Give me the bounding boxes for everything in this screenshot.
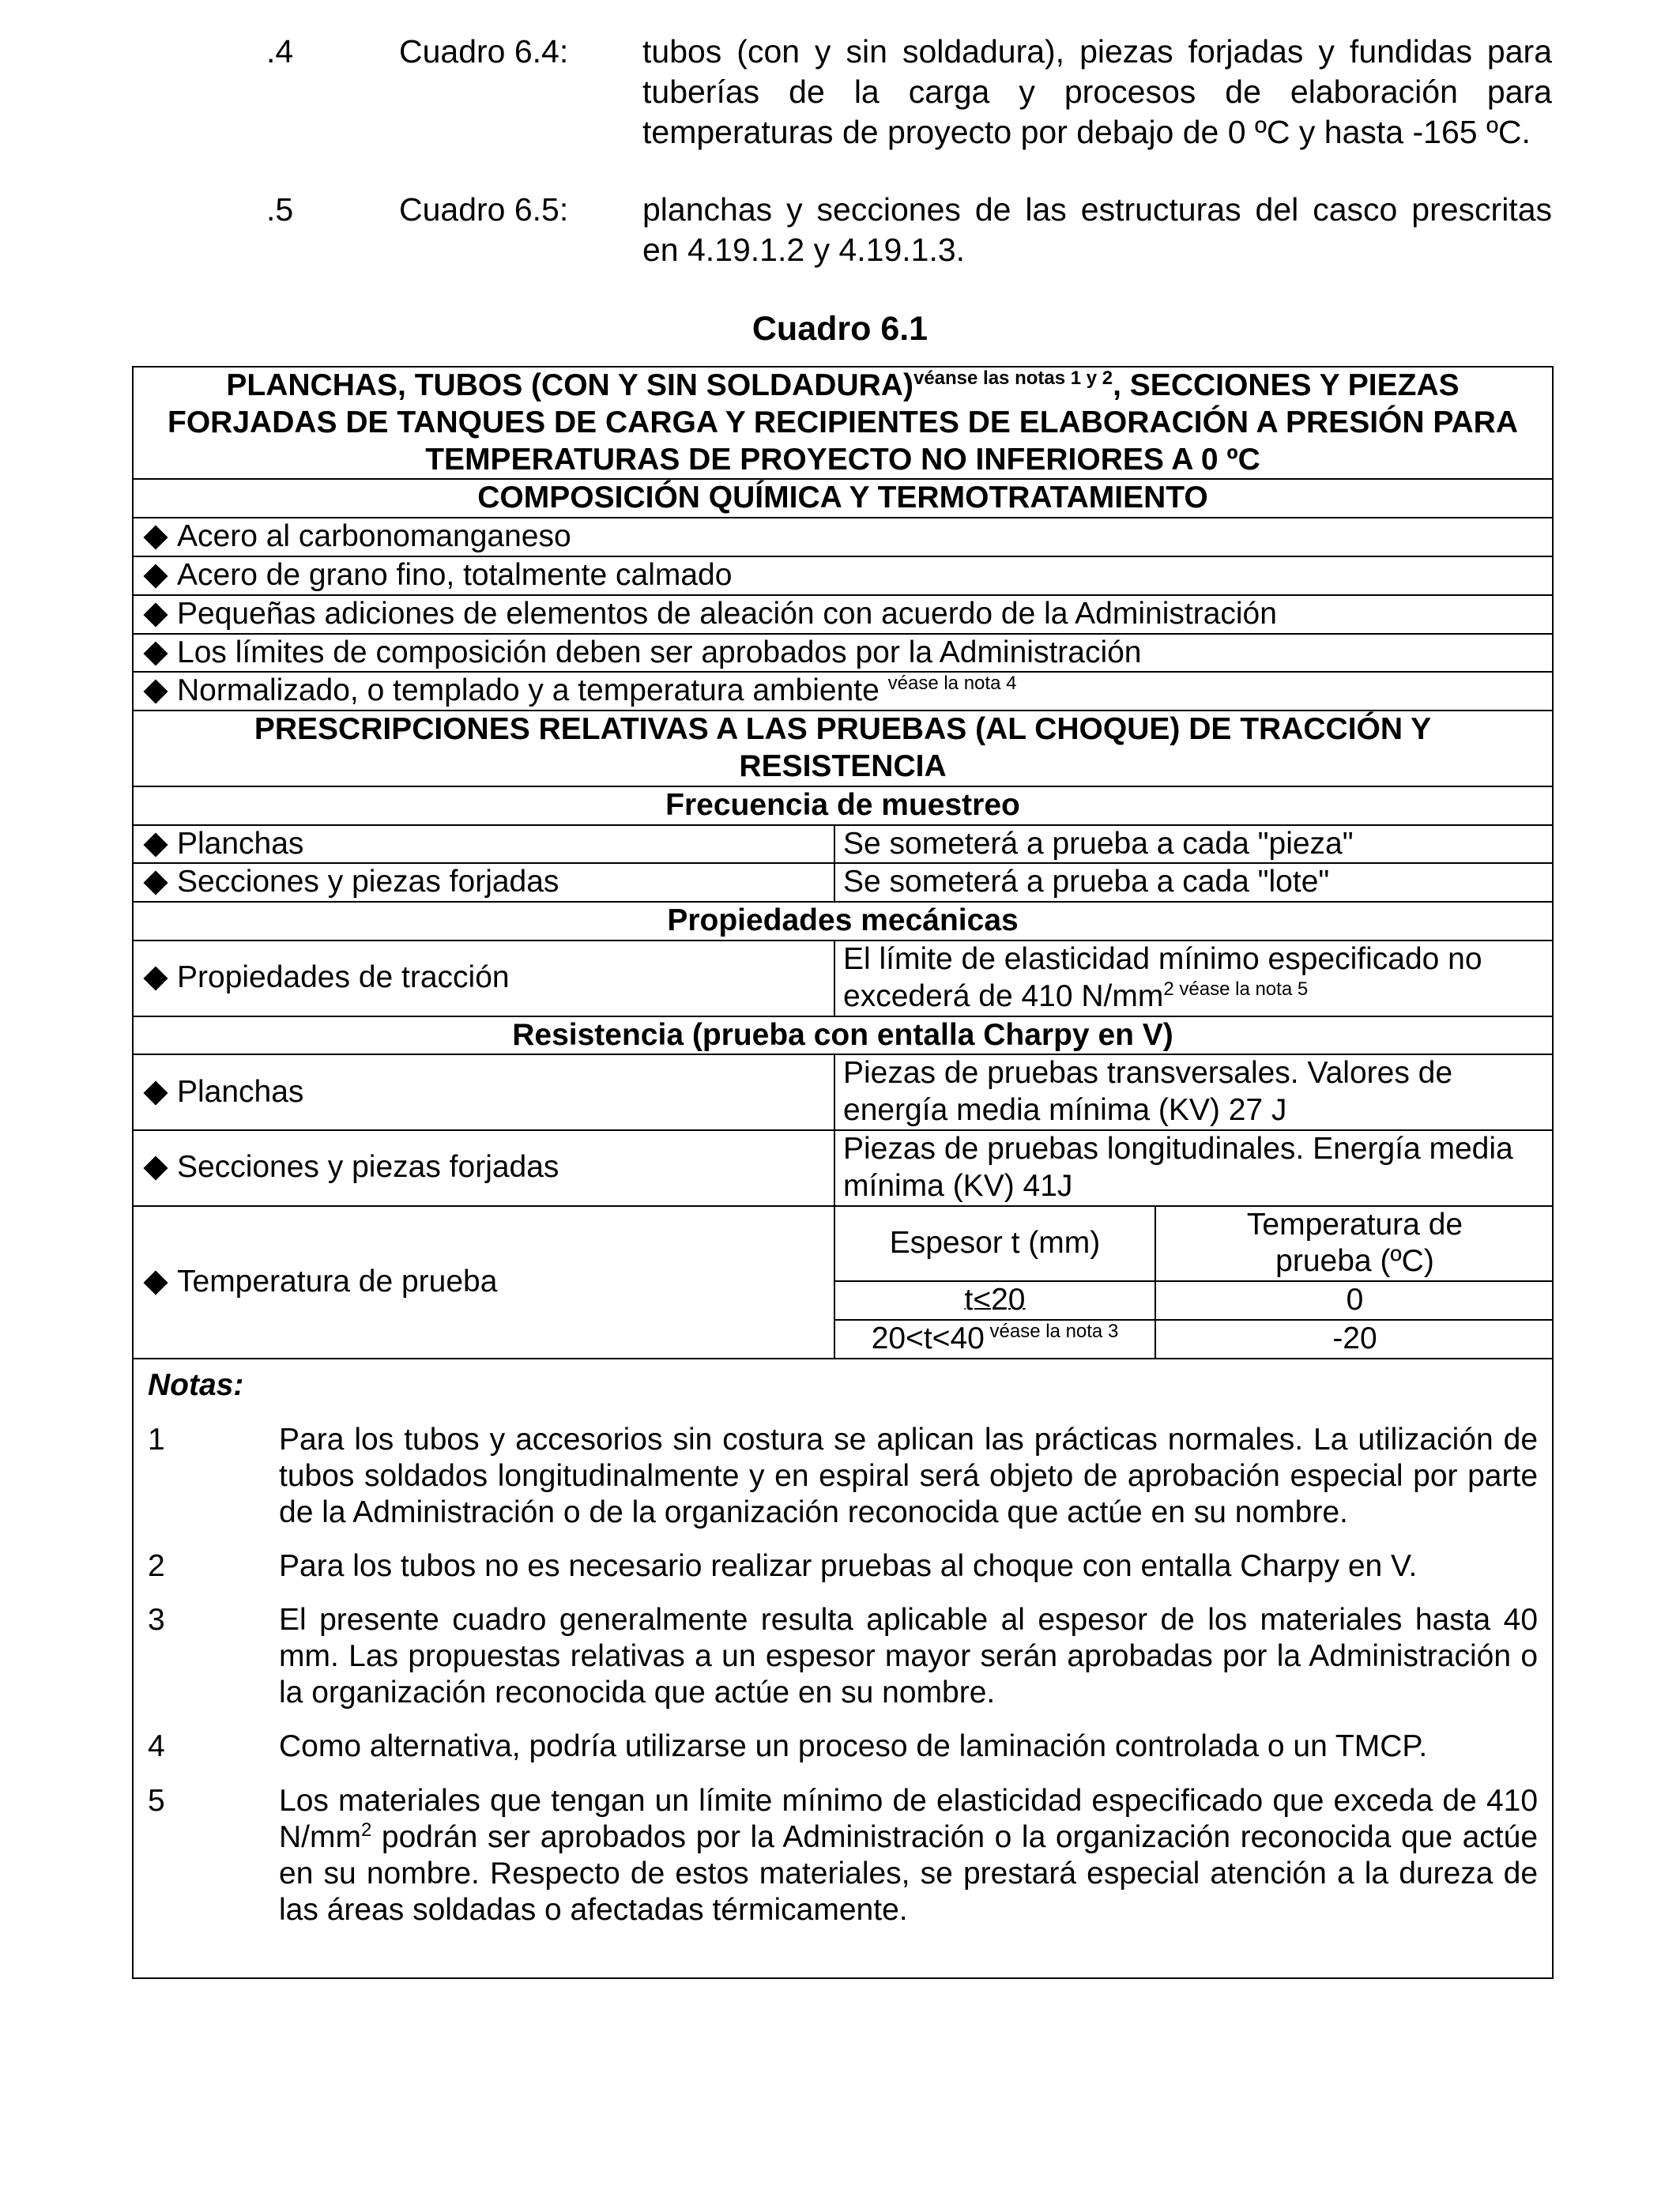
note-item: 3 El presente cuadro generalmente resulta aplicable al espesor de los materiales hasta 40 mm. Las propuestas relativas a un espesor mayor serán aprobadas por la Administración o la organización reconocida que actúe en su nombre. <box>148 1603 1539 1710</box>
diamond-bullet-icon <box>133 941 177 1016</box>
charpy-title: Resistencia (prueba con entalla Charpy en V) <box>133 1016 1553 1055</box>
sampling-item: Planchas <box>177 825 834 864</box>
temperature-item: Temperatura de prueba <box>177 1206 834 1359</box>
intro-label: Cuadro 6.5: <box>399 191 569 228</box>
cuadro-6-1-table <box>132 366 1554 1979</box>
diamond-bullet-icon <box>133 672 177 711</box>
temperature-value: -20 <box>1155 1320 1554 1358</box>
charpy-value: Piezas de pruebas transversales. Valores de energía media mínima (KV) 27 J <box>834 1054 1553 1130</box>
note-ref: véase la nota 4 <box>887 673 1017 695</box>
table-title: Cuadro 6.1 <box>751 310 929 348</box>
diamond-bullet-icon <box>133 1130 177 1206</box>
note-item: 1 Para los tubos y accesorios sin costura se aplican las prácticas normales. La utilización de tubos soldados longitudinalmente y en espiral será objeto de aprobación especial por parte de la Administración o de la organización reconocida que actúe en su nombre. <box>148 1422 1539 1529</box>
thickness-value: t<20 <box>835 1281 1155 1320</box>
composition-item: Normalizado, o templado y a temperatura ambiente $^{véase la nota 4}$ <box>177 672 1553 711</box>
sampling-item: Secciones y piezas forjadas <box>177 863 834 902</box>
temperature-subtable <box>834 1206 1553 1359</box>
diamond-bullet-icon <box>133 634 177 673</box>
temperature-value: 0 <box>1155 1281 1554 1320</box>
diamond-bullet-icon <box>133 595 177 634</box>
sampling-value: Se someterá a prueba a cada "pieza" <box>834 825 1553 864</box>
note-item: 4 Como alternativa, podría utilizarse un proceso de laminación controlada o un TMCP. <box>148 1729 1428 1764</box>
charpy-item: Planchas <box>177 1054 834 1130</box>
charpy-item: Secciones y piezas forjadas <box>177 1130 834 1206</box>
diamond-bullet-icon <box>133 1206 177 1359</box>
diamond-bullet-icon <box>133 556 177 595</box>
intro-text: tubos (con y sin soldadura), piezas forjadas y fundidas para tuberías de la carga y procesos de elaboración para temperaturas de proyecto por debajo de 0 ºC y hasta -165 ºC. <box>642 33 1552 150</box>
thickness-value: 20<t<40 $^{véase la nota 3}$ <box>835 1320 1155 1358</box>
mechanical-title: Propiedades mecánicas <box>133 902 1553 941</box>
table-header: PLANCHAS, TUBOS (CON Y SIN SOLDADURA)$^{véanse las notas 1 y 2}$, SECCIONES Y PIEZAS FORJADAS DE TANQUES DE CARGA Y RECIPIENTES DE ELABORACIÓN A PRESIÓN PARA TEMPERATURAS DE PROYECTO NO INFERIORES A 0 ºC <box>133 367 1553 479</box>
intro-number: .4 <box>266 33 294 70</box>
composition-title: COMPOSICIÓN QUÍMICA Y TERMOTRATAMIENTO <box>133 479 1553 518</box>
charpy-value: Piezas de pruebas longitudinales. Energía media mínima (KV) 41J <box>834 1130 1553 1206</box>
diamond-bullet-icon <box>133 863 177 902</box>
composition-item: Pequeñas adiciones de elementos de aleación con acuerdo de la Administración <box>177 595 1553 634</box>
note-ref: véase la nota 5 <box>1173 978 1309 1000</box>
intro-text: planchas y secciones de las estructuras del casco prescritas en 4.19.1.2 y 4.19.1.3. <box>642 191 1552 268</box>
diamond-bullet-icon <box>133 825 177 864</box>
mechanical-value: El límite de elasticidad mínimo especificado no excederá de 410 $N/mm^2$ $^{véase la nota 5}$ <box>834 941 1553 1016</box>
mechanical-item: Propiedades de tracción <box>177 941 834 1016</box>
test-temperature-header: Temperatura de prueba (ºC) <box>1155 1207 1554 1282</box>
header-note-ref: véanse las notas 1 y 2 <box>913 368 1113 389</box>
intro-label: Cuadro 6.4: <box>399 33 569 70</box>
composition-item: Acero de grano fino, totalmente calmado <box>177 556 1553 595</box>
note-item: 2 Para los tubos no es necesario realizar pruebas al choque con entalla Charpy en V. <box>148 1548 1418 1583</box>
sampling-title: Frecuencia de muestreo <box>133 786 1553 825</box>
diamond-bullet-icon <box>133 518 177 556</box>
composition-item: Acero al carbonomanganeso <box>177 518 1553 556</box>
notes-title: Notas: <box>148 1367 244 1402</box>
sampling-value: Se someterá a prueba a cada "lote" <box>834 863 1553 902</box>
intro-number: .5 <box>266 191 294 228</box>
note-item: 5 Los materiales que tengan un límite mínimo de elasticidad especificado que exceda de 410 $N/mm^2$ podrán ser aprobados por la Administración o la organización reconocida que actúe en su nombre. Respecto de estos materiales, se prestará especial atención a la dureza de las áreas soldadas o afectadas térmicamente. <box>148 1784 1539 1928</box>
tests-title: PRESCRIPCIONES RELATIVAS A LAS PRUEBAS (AL CHOQUE) DE TRACCIÓN Y RESISTENCIA <box>133 711 1553 786</box>
thickness-header: Espesor t (mm) <box>835 1207 1155 1282</box>
notes-section <box>133 1359 1553 1979</box>
diamond-bullet-icon <box>133 1054 177 1130</box>
note-ref: véase la nota 3 <box>984 1320 1119 1342</box>
composition-item: Los límites de composición deben ser aprobados por la Administración <box>177 634 1553 673</box>
